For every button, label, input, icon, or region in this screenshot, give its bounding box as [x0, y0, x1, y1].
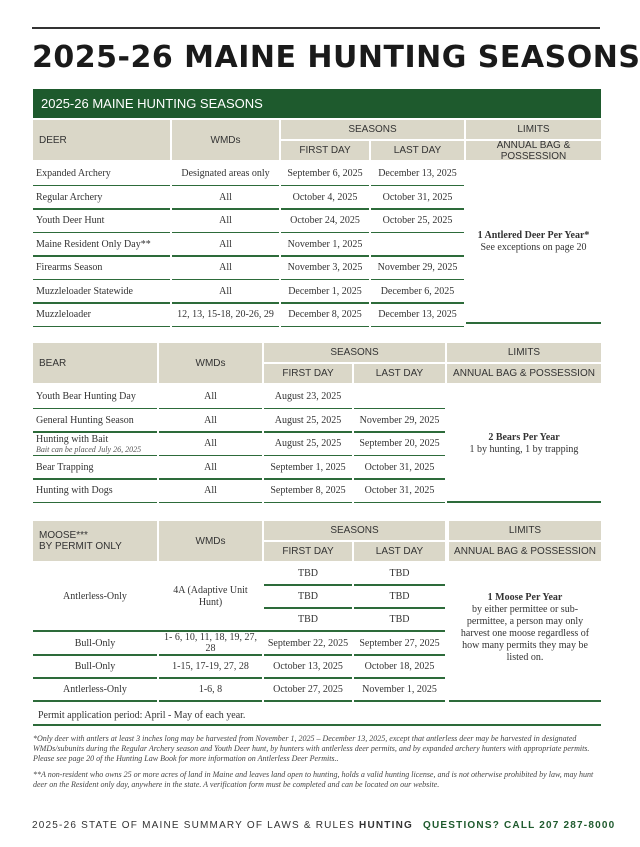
table-row-wmds: All [219, 285, 232, 297]
moose-wmds-header: WMDs [159, 521, 262, 561]
row-line [264, 700, 352, 702]
table-row-last-day: October 31, 2025 [364, 461, 435, 473]
table-row-first-day: September 6, 2025 [287, 168, 363, 180]
deer-species-header: DEER [33, 120, 170, 160]
row-line [159, 502, 262, 504]
table-row-wmds: All [219, 262, 232, 274]
table-row-wmds: 1- 6, 10, 11, 18, 19, 27, 28 [164, 632, 257, 654]
deer-last-day-header: LAST DAY [371, 141, 464, 160]
moose-limit-bold: 1 Moose Per Year [487, 592, 563, 603]
footnote-non-resident: **A non-resident who owns 25 or more acres of land in Maine and leaves land open to hunting, holds a valid hunting license, and is not otherwise prohibited by law, may hunt deer on the Resident only day, anywhere in the state. A verification form must be completed and can be located on our website. [33, 770, 594, 789]
deer-first-day-header: FIRST DAY [281, 141, 369, 160]
footer-publication-text: 2025-26 STATE OF MAINE SUMMARY OF LAWS & RULES [32, 820, 356, 831]
bear-bag-header: ANNUAL BAG & POSSESSION [447, 364, 601, 383]
table-row-last-day: December 13, 2025 [378, 168, 457, 180]
table-row-name: Muzzleloader Statewide [36, 285, 133, 297]
deer-wmds-header: WMDs [172, 120, 279, 160]
table-row-name: Hunting with Dogs [36, 485, 113, 497]
table-row-last-day: October 31, 2025 [364, 485, 435, 497]
bear-wmds-header: WMDs [159, 343, 262, 383]
table-row-name-cell [33, 433, 157, 455]
table-row-name-cell [33, 410, 157, 432]
table-row-last-day: September 20, 2025 [359, 438, 440, 450]
table-row-first-day: September 1, 2025 [270, 461, 346, 473]
table-row-last-day: November 1, 2025 [362, 684, 437, 695]
table-row-first-day: August 25, 2025 [274, 438, 342, 450]
table-row-name: Bull-Only [74, 637, 116, 649]
table-row-first-day: November 3, 2025 [287, 262, 363, 274]
moose-tbd-last-2: TBD [389, 591, 410, 602]
table-row-first-day: December 8, 2025 [288, 309, 362, 321]
table-row-first-day: December 1, 2025 [288, 285, 362, 297]
bear-limit [447, 432, 601, 456]
table-row-last-day: September 27, 2025 [359, 637, 440, 649]
table-row-first-day: August 25, 2025 [274, 414, 342, 426]
table-row-wmds: All [219, 238, 232, 250]
moose-permit-label: BY PERMIT ONLY [39, 541, 122, 552]
table-row-last-day: November 29, 2025 [359, 414, 440, 426]
row-line [264, 502, 352, 504]
table-row-last-day: October 25, 2025 [382, 215, 453, 227]
row-line [33, 502, 157, 504]
table-row-wmds: 1-6, 8 [198, 684, 223, 695]
table-row-name-cell [33, 386, 157, 408]
table-row-wmds: All [219, 191, 232, 203]
table-row-name: Expanded Archery [36, 168, 111, 180]
table-row-last-day [354, 386, 445, 408]
table-row-name: Firearms Season [36, 262, 103, 274]
table-row-name: Hunting with Bait [36, 433, 109, 445]
deer-bag-header: ANNUAL BAG & POSSESSION [466, 141, 601, 160]
row-line [354, 700, 445, 702]
bear-seasons-header: SEASONS [264, 343, 445, 362]
moose-tbd-last-3: TBD [389, 614, 410, 625]
moose-limit [452, 592, 598, 664]
deer-limit [466, 230, 601, 254]
permit-period: Permit application period: April - May of each year. [38, 710, 246, 721]
row-line [371, 326, 464, 328]
table-row-first-day: October 13, 2025 [273, 661, 343, 672]
bear-limit-text: 1 by hunting, 1 by trapping [469, 444, 579, 455]
moose-species-header [33, 521, 157, 561]
table-row-name: Youth Deer Hunt [36, 215, 105, 227]
deer-limit-bottom-line [466, 322, 601, 324]
bear-limits-header: LIMITS [447, 343, 601, 362]
table-row-wmds: All [219, 215, 232, 227]
footer-phone: QUESTIONS? CALL 207 287-8000 [423, 820, 616, 831]
bear-species-header: BEAR [33, 343, 157, 383]
row-line [159, 700, 262, 702]
bear-limit-bold: 2 Bears Per Year [488, 432, 560, 443]
page-title: 2025-26 MAINE HUNTING SEASONS [32, 40, 640, 75]
table-row-last-day: October 31, 2025 [382, 191, 453, 203]
deer-limit-text: See exceptions on page 20 [480, 242, 587, 253]
row-line [354, 502, 445, 504]
deer-limits-header: LIMITS [466, 120, 601, 139]
footer-publication [32, 820, 413, 831]
moose-limits-header: LIMITS [449, 521, 601, 540]
moose-seasons-header: SEASONS [264, 521, 445, 540]
moose-last-day-header: LAST DAY [354, 542, 445, 561]
table-row-note: Bait can be placed July 26, 2025 [36, 444, 142, 454]
moose-group-wmds: 4A (Adaptive Unit Hunt) [173, 584, 248, 608]
table-row-name: Bull-Only [74, 661, 116, 672]
bear-limit-bottom-line [447, 501, 601, 503]
table-row-name-cell [33, 480, 157, 502]
table-row-first-day: October 4, 2025 [292, 191, 358, 203]
top-rule [32, 27, 600, 29]
table-row-name: General Hunting Season [36, 414, 134, 426]
footer-hunting-label: HUNTING [359, 820, 413, 831]
table-row-wmds: 12, 13, 15-18, 20-26, 29 [177, 309, 274, 321]
table-row-wmds: All [204, 461, 217, 473]
table-row-wmds: Designated areas only [181, 168, 270, 180]
table-row-name: Bear Trapping [36, 461, 94, 473]
table-row-first-day: September 22, 2025 [267, 637, 349, 649]
moose-tbd-last-1: TBD [389, 568, 410, 579]
table-row-first-day: August 23, 2025 [274, 391, 342, 403]
deer-seasons-header: SEASONS [281, 120, 464, 139]
moose-tbd-first-1: TBD [298, 568, 318, 579]
table-row-name: Muzzleloader [36, 309, 91, 321]
moose-tbd-first-2: TBD [298, 591, 318, 602]
table-row-wmds: All [204, 438, 217, 450]
table-row-wmds: All [204, 391, 217, 403]
moose-group-name: Antlerless-Only [63, 591, 127, 602]
moose-first-day-header: FIRST DAY [264, 542, 352, 561]
table-row-last-day: December 13, 2025 [378, 309, 457, 321]
table-row-wmds: 1-15, 17-19, 27, 28 [172, 661, 249, 672]
moose-limit-bottom-line [449, 700, 601, 702]
row-line [33, 700, 157, 702]
section-banner: 2025-26 MAINE HUNTING SEASONS [33, 89, 601, 118]
table-row-name: Regular Archery [36, 191, 103, 203]
table-row-last-day: November 29, 2025 [377, 262, 458, 274]
table-row-last-day [371, 234, 464, 256]
moose-species-label: MOOSE*** [39, 530, 88, 541]
table-row-first-day: November 1, 2025 [287, 238, 363, 250]
footnote-antlers: *Only deer with antlers at least 3 inches long may be harvested from November 1, 2025 – December 13, 2025, except that antlerless deer may be harvested in designated WMDs/subunits during the Regular Archery season and Youth Deer hunt, by hunters with antlerless deer permits, and by expanded archery hunters with appropriate permits. Please see page 20 of the Hunting Law Book for more information on Antlerless Deer Permits.. [33, 734, 590, 763]
row-line [281, 326, 369, 328]
table-row-last-day: December 6, 2025 [380, 285, 455, 297]
table-row-name: Antlerless-Only [63, 684, 127, 695]
footnote-rule [33, 724, 601, 726]
table-row-first-day: October 24, 2025 [290, 215, 360, 227]
moose-tbd-first-3: TBD [298, 614, 318, 625]
bear-first-day-header: FIRST DAY [264, 364, 352, 383]
table-row-wmds: All [204, 485, 217, 497]
table-row-last-day: October 18, 2025 [364, 661, 435, 672]
table-row-first-day: September 8, 2025 [270, 485, 346, 497]
bear-last-day-header: LAST DAY [354, 364, 445, 383]
row-line [33, 326, 170, 328]
deer-limit-bold: 1 Antlered Deer Per Year* [477, 230, 590, 241]
table-row-name: Youth Bear Hunting Day [36, 391, 136, 403]
row-line [172, 326, 279, 328]
table-row-name-cell [33, 457, 157, 479]
table-row-name: Maine Resident Only Day** [36, 238, 151, 250]
table-row-wmds: All [204, 414, 217, 426]
moose-limit-text: by either permittee or sub-permittee, a person may only harvest one moose regardless of how many permits they may be listed on. [460, 604, 590, 663]
table-row-first-day: October 27, 2025 [273, 684, 343, 695]
moose-bag-header: ANNUAL BAG & POSSESSION [449, 542, 601, 561]
